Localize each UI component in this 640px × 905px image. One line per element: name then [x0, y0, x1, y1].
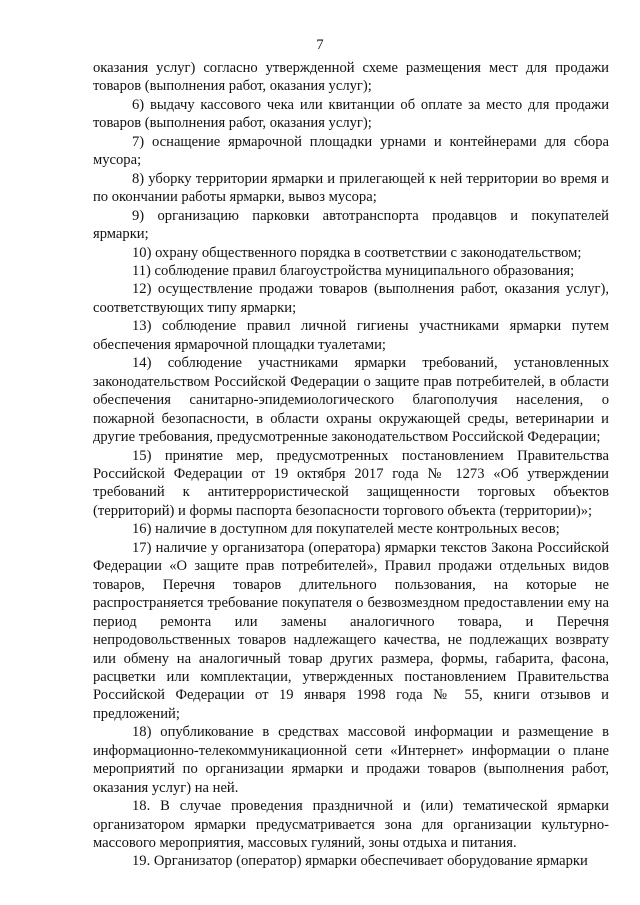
paragraph-section-19: 19. Организатор (оператор) ярмарки обеспечивает оборудование ярмарки — [132, 853, 588, 870]
paragraph-item-14: 14) соблюдение участниками ярмарки требований, установленных законодательством Российской Федерации о защите прав потребителей, в области обеспечения санитарно-эпидемиологического благополучия населения, о пожарной безопасности, в области охраны окружающей среды, ветеринарии и другие требования, предусмотренные законодательством Российской Федерации; — [93, 355, 609, 446]
body-text — [93, 59, 609, 871]
paragraph-item-9: 9) организацию парковки автотранспорта продавцов и покупателей ярмарки; — [93, 207, 609, 243]
paragraph-item-16: 16) наличие в доступном для покупателей месте контрольных весов; — [132, 521, 560, 538]
paragraph-item-11: 11) соблюдение правил благоустройства муниципального образования; — [132, 262, 575, 279]
paragraph-continuation: оказания услуг) согласно утвержденной схеме размещения мест для продажи товаров (выполнения работ, оказания услуг); — [93, 60, 609, 95]
paragraph-item-6: 6) выдачу кассового чека или квитанции об оплате за место для продажи товаров (выполнения работ, оказания услуг); — [93, 96, 609, 132]
paragraph-item-18: 18) опубликование в средствах массовой информации и размещение в информационно-телекоммуникационной сети «Интернет» информации о плане мероприятий по организации ярмарки и продажи товаров (выполнения работ, оказания услуг) на ней. — [93, 724, 609, 796]
paragraph-section-18: 18. В случае проведения праздничной и (или) тематической ярмарки организатором ярмарки предусматривается зона для организации культурно-массового мероприятия, массовых гуляний, зоны отдыха и питания. — [93, 798, 609, 852]
paragraph-item-13: 13) соблюдение правил личной гигиены участниками ярмарки путем обеспечения ярмарочной площадки туалетами; — [93, 318, 609, 353]
paragraph-item-12: 12) осуществление продажи товаров (выполнения работ, оказания услуг), соответствующих типу ярмарки; — [93, 281, 609, 316]
paragraph-item-15: 15) принятие мер, предусмотренных постановлением Правительства Российской Федерации от 19 октября 2017 года № 1273 «Об утверждении требований к антитеррористической защищенности торговых объектов (территорий) и формы паспорта безопасности торгового объекта (территории)»; — [93, 447, 609, 519]
paragraph-item-8: 8) уборку территории ярмарки и прилегающей к ней территории во время и по окончании работы ярмарки, вывоз мусора; — [93, 170, 609, 206]
page-number: 7 — [316, 37, 324, 53]
paragraph-item-7: 7) оснащение ярмарочной площадки урнами и контейнерами для сбора мусора; — [93, 133, 609, 169]
paragraph-item-17: 17) наличие у организатора (оператора) ярмарки текстов Закона Российской Федерации «О защите прав потребителей», Правил продажи отдельных видов товаров, Перечня товаров длительного пользования, на которые не распространяется требование покупателя о безвозмездном предоставлении ему на период ремонта или замены аналогичного товара, и Перечня непродовольственных товаров надлежащего качества, не подлежащих возврату или обмену на аналогичный товар других размера, формы, габарита, фасона, расцветки или комплектации, утвержденных постановлением Правительства Российской Федерации от 19 января 1998 года № 55, книги отзывов и предложений; — [93, 539, 609, 722]
paragraph-item-10: 10) охрану общественного порядка в соответствии с законодательством; — [132, 244, 582, 261]
